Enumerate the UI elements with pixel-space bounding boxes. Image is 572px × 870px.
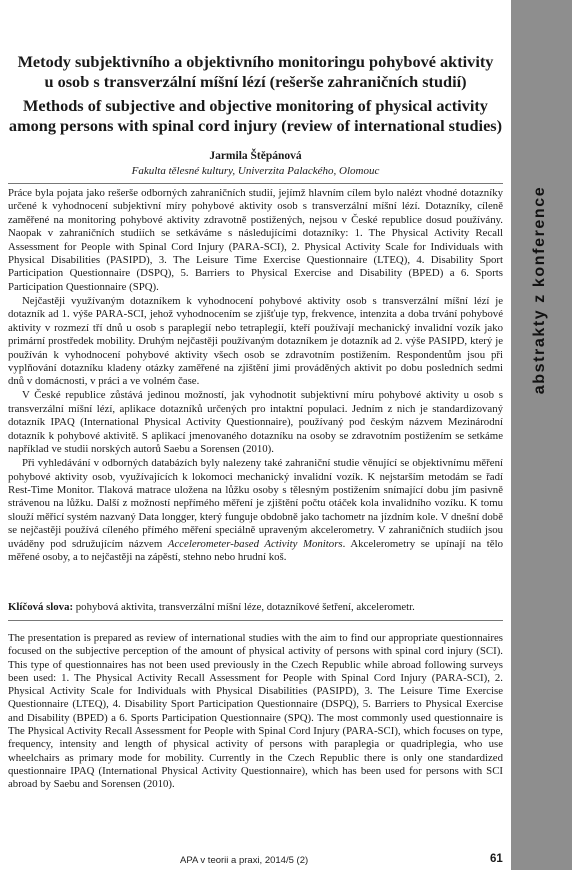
title-czech-line-1: Metody subjektivního a objektivního monitoringu pohybové aktivity [17,52,494,71]
author: Jarmila Štěpánová [209,150,302,162]
title-english-line-2: among persons with spinal cord injury (review of international studies) [8,116,503,135]
section-sidebar [511,0,572,870]
divider [8,620,503,621]
title-english [8,96,503,136]
paragraph-4-text-a: Při vyhledávání v odborných databázích byly nalezeny také zahraniční studie věnující se objektivnímu měření pohybové aktivity osob, využívajících k lokomoci mechanický invalidní vozík. K nejstarším metodám se řadí Rest-Time Monitor. Tlaková matrace uložena na lůžku osoby s tělesným postižením snímající dobu jím pasivně strávenou na lůžku. Další z možností nepřímého měření je zjištění počtu otáček kola invalidního vozíku. K tomu slouží měřicí systém nazvaný Data longger, který funguje obdobně jako tachometr na jízdním kole. V dnešní době se nejčastěji používá cíleného přímého měření speciálně upraveným akcelerometry. V zahraničních studiích jsou uváděny pod sdružujícím názvem [8,457,503,550]
paragraph-4-text-b: . Akcelerometry se upínají na tělo měřené osoby, a to nejčastěji na zápěstí, stehno nebo hrudní koš. [8,537,503,564]
abstract-czech-paragraph-2: Nejčastěji využívaným dotazníkem k vyhodnocení pohybové aktivity osob s transverzální míšní lézí je dotazník ad 1. výše PARA-SCI, jehož vyhodnocením se zjišťuje typ, frekvence, intenzita a doba trvání pohybové aktivity v rozmezí tří dnů u osob s paraplegií nebo tetraplegií, kteří používají mechanický invalidní vozík jako primární prostředek mobility. Druhým nejčastěji používaným dotazníkem je dotazník ad 2. výše PASIPD, který je používán k vyhodnocení pohybové aktivity všech osob se zdravotním postižením. Respondentům jsou při vyplňování dotazníku kladeny otázky zaměřené na zjištění jimi prováděných aktivit po dobu posledních sedmi dnů v domácnosti, v práci a ve volném čase. [8,294,503,388]
title-czech-line-2: u osob s transverzální míšní lézí (rešerše zahraničních studií) [44,72,467,91]
abstract-czech-paragraph-1: Práce byla pojata jako rešerše odborných zahraničních studií, jejímž hlavním cílem bylo nalézt vhodné dotazníky určené k vyhodnocení subjektivní míry pohybové aktivity osob s transverzální míšní lézí. Dotazníky, cíleně zaměřené na monitoring pohybové aktivity zdravotně postižených, nejsou v České republice dosud používány. Naopak v zahraničních studiích se setkáváme s následujícími dotazníky: 1. The Physical Activity Recall Assessment for People with Spinal Cord Injury (PARA-SCI), 2. Physical Activity Scale for Individuals with Physical Disabilities (PASIPD), 3. The Leisure Time Exercise Questionnaire (LTEQ), 4. Disability Sport Participation Questionnaire (DSPQ), 5. Barriers to Physical Exercise and Disability (BPED) a 6. Sports Participation Questionnaire (SPQ). [8,187,503,293]
keywords-text: pohybová aktivita, transverzální míšní léze, dotazníkové šetření, akcelerometr. [73,601,415,613]
paragraph-4-emphasis: Accelerometer-based Activity Monitors [167,537,343,550]
keywords-label: Klíčová slova: [8,601,74,613]
abstract-czech-paragraph-3: V České republice zůstává jedinou možností, jak vyhodnotit subjektivní míru pohybové aktivity u osob s transverzální míšní lézí, aplikace dotazníků určených pro intaktní populaci. Jedním z nich je standardizovaný dotazník IPAQ (International Physical Activity Questionnaire), používaný pod českým názvem Mezinárodní dotazník k pohybové aktivitě. S aplikací jmenovaného dotazníku na osoby se zdravotním postižením se setkáme například ve studii norských autorů Saebu a Sorensen (2010). [8,389,503,456]
journal-footer: APA v teorii a praxi, 2014/5 (2) [180,855,309,866]
abstract-czech [8,187,503,565]
section-label: abstrakty z konference [531,185,548,395]
abstract-english: The presentation is prepared as review of international studies with the aim to find our appropriate questionnaires focused on the subjective perception of the amount of physical activity of persons with spinal cord injury (SCI). This type of questionnaires has not been used previously in the Czech Republic while abroad following surveys been used: 1. The Physical Activity Recall Assessment for People with Spinal Cord Injury (PARA-SCI), 2. Physical Activity Scale for Individuals with Physical Disabilities (PASIPD), 3. The Leisure Time Exercise Questionnaire (LTEQ), 4. Disability Sport Participation Questionnaire (DSPQ), 5. Barriers to Physical Exercise and Disability (BPED) a 6. Sports Participation Questionnaire (SPQ). The most commonly used questionnaire is The Physical Activity Recall Assessment for People with Spinal Cord Injury (PARA-SCI), which focuses on type, frequency, intensity and length of physical activity of persons with paraplegia or quadriplegia, who use wheelchairs as primary mode for mobility. Currently in the Czech Republic there is only one standardized questionnaire IPAQ (International Physical Activity Questionnaire), which has been used for persons with SCI abroad by Saebu and Sorensen (2010). [8,632,503,791]
divider [8,183,503,184]
keywords [8,601,503,614]
title-english-line-1: Methods of subjective and objective monitoring of physical activity [23,96,488,115]
abstract-czech-paragraph-4 [8,457,503,564]
affiliation: Fakulta tělesné kultury, Univerzita Palackého, Olomouc [131,165,380,177]
page-number: 61 [490,853,503,865]
title-czech [8,52,503,92]
